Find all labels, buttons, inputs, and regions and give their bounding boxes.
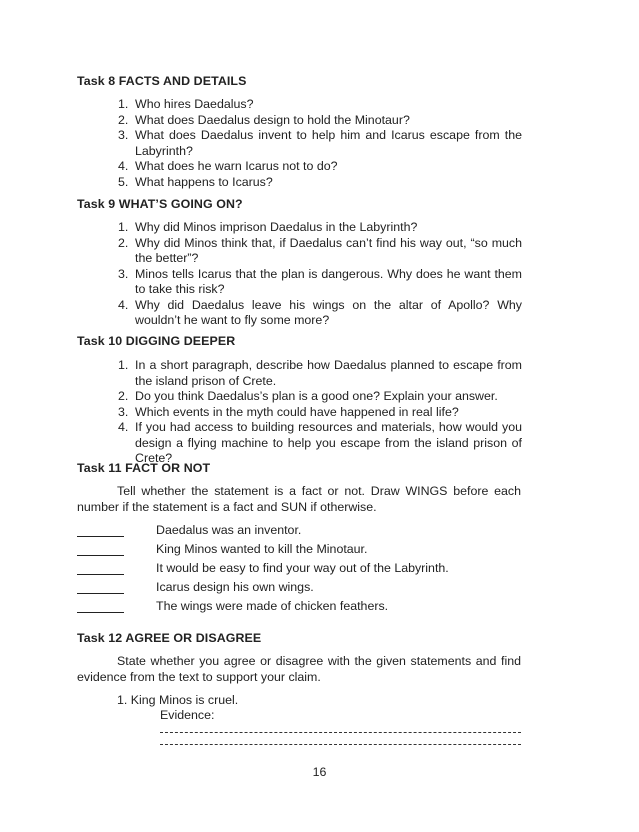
list-item: 2. What does Daedalus design to hold the Minotaur? bbox=[118, 112, 410, 127]
task9-heading: Task 9 WHAT’S GOING ON? bbox=[77, 197, 243, 211]
question-text: In a short paragraph, describe how Daedalus planned to escape from the island prison of Crete. bbox=[135, 358, 522, 388]
question-text: What happens to Icarus? bbox=[135, 174, 273, 189]
list-item: 2. Do you think Daedalus’s plan is a good one? Explain your answer. bbox=[118, 389, 498, 403]
answer-blank[interactable] bbox=[77, 599, 124, 613]
fact-statement: It would be easy to find your way out of the Labyrinth. bbox=[156, 561, 449, 575]
list-item: 2. Why did Minos think that, if Daedalus can’t find his way out, “so much the better”? bbox=[118, 235, 522, 265]
task10-question-list bbox=[96, 358, 522, 467]
task10-heading: Task 10 DIGGING DEEPER bbox=[77, 334, 236, 348]
fact-row bbox=[77, 542, 521, 558]
question-text: Which events in the myth could have happened in real life? bbox=[135, 404, 459, 419]
list-item: 3. Which events in the myth could have happened in real life? bbox=[118, 404, 459, 419]
question-text: Why did Minos think that, if Daedalus can’t find his way out, “so much the better”? bbox=[135, 235, 522, 265]
answer-blank[interactable] bbox=[77, 542, 124, 556]
fact-statement: The wings were made of chicken feathers. bbox=[156, 599, 389, 613]
fact-row bbox=[77, 523, 521, 539]
fact-row bbox=[77, 580, 521, 596]
question-text: Do you think Daedalus’s plan is a good one? Explain your answer. bbox=[135, 389, 498, 403]
evidence-answer-line[interactable] bbox=[160, 744, 521, 745]
fact-row bbox=[77, 561, 521, 577]
list-item: 3. What does Daedalus invent to help him and Icarus escape from the Labyrinth? bbox=[118, 128, 522, 158]
list-item: 5. What happens to Icarus? bbox=[118, 174, 273, 189]
list-item: 4. Why did Daedalus leave his wings on the altar of Apollo? Why wouldn’t he want to fly some more? bbox=[118, 297, 522, 327]
fact-statement: King Minos wanted to kill the Minotaur. bbox=[156, 542, 368, 556]
fact-statement: Daedalus was an inventor. bbox=[156, 523, 302, 537]
question-text: What does Daedalus design to hold the Minotaur? bbox=[135, 112, 410, 127]
task8-heading: Task 8 FACTS AND DETAILS bbox=[77, 74, 247, 88]
question-text: What does he warn Icarus not to do? bbox=[135, 159, 338, 173]
answer-blank[interactable] bbox=[77, 580, 124, 594]
task12-heading: Task 12 AGREE OR DISAGREE bbox=[77, 631, 262, 645]
list-item: 1. Why did Minos imprison Daedalus in the Labyrinth? bbox=[118, 220, 418, 234]
page-number: 16 bbox=[312, 765, 327, 779]
answer-blank[interactable] bbox=[77, 561, 124, 575]
fact-statement: Icarus design his own wings. bbox=[156, 580, 314, 594]
question-text: Why did Daedalus leave his wings on the altar of Apollo? Why wouldn’t he want to fly some more? bbox=[135, 297, 522, 327]
evidence-label: Evidence: bbox=[160, 708, 215, 722]
list-item: 4. What does he warn Icarus not to do? bbox=[118, 159, 338, 173]
question-text: What does Daedalus invent to help him and Icarus escape from the Labyrinth? bbox=[135, 128, 522, 158]
task11-heading: Task 11 FACT OR NOT bbox=[77, 461, 211, 475]
agree-statement: 1. King Minos is cruel. bbox=[117, 693, 239, 707]
fact-row bbox=[77, 599, 521, 615]
question-text: Minos tells Icarus that the plan is dangerous. Why does he want them to take this risk? bbox=[135, 266, 522, 296]
evidence-answer-line[interactable] bbox=[160, 732, 521, 733]
list-item: 3. Minos tells Icarus that the plan is dangerous. Why does he want them to take this risk? bbox=[118, 266, 522, 296]
task8-question-list bbox=[96, 97, 522, 190]
list-item: 1. Who hires Daedalus? bbox=[118, 97, 254, 111]
question-text: Why did Minos imprison Daedalus in the Labyrinth? bbox=[135, 220, 418, 234]
list-item: 1. In a short paragraph, describe how Daedalus planned to escape from the island prison of Crete. bbox=[118, 358, 522, 388]
question-text: Who hires Daedalus? bbox=[135, 97, 254, 111]
answer-blank[interactable] bbox=[77, 523, 124, 537]
question-text: If you had access to building resources and materials, how would you design a flying machine to help you escape from the island prison of Crete? bbox=[135, 420, 522, 465]
task12-instructions: State whether you agree or disagree with the given statements and find evidence from the text to support your claim. bbox=[77, 654, 521, 684]
task11-instructions: Tell whether the statement is a fact or not. Draw WINGS before each number if the statement is a fact and SUN if otherwise. bbox=[77, 484, 521, 514]
list-item: 4. If you had access to building resources and materials, how would you design a flying machine to help you escape from the island prison of Crete? bbox=[118, 420, 522, 465]
task9-question-list bbox=[96, 220, 522, 329]
